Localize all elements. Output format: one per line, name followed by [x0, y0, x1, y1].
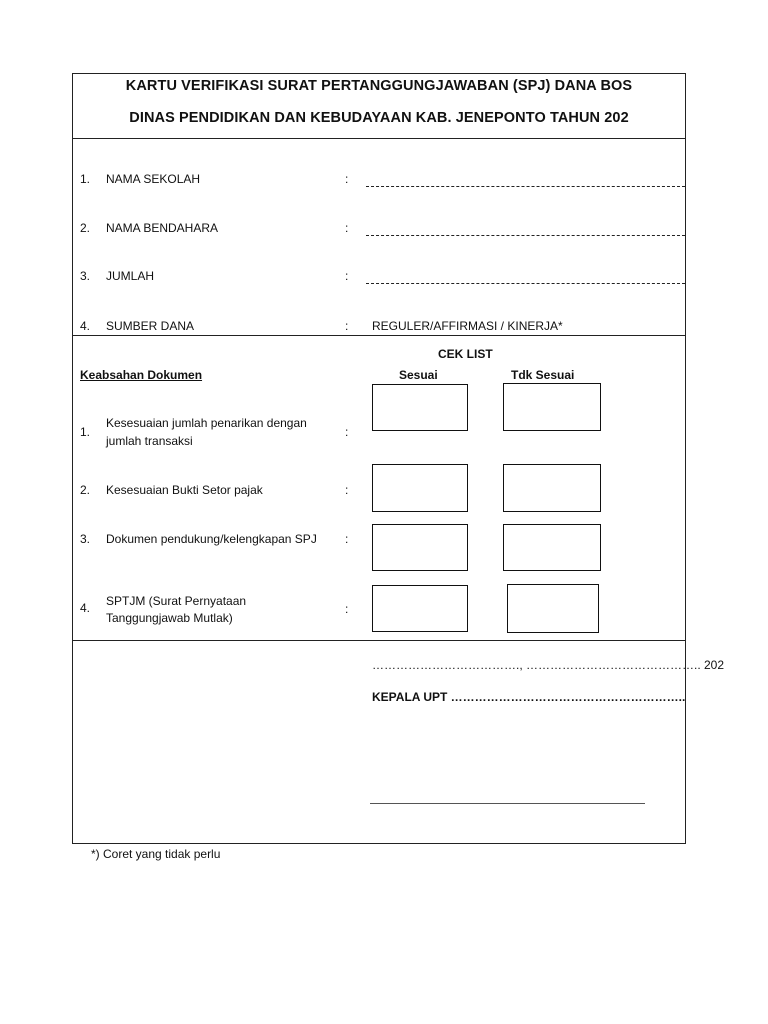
divider	[73, 335, 685, 336]
keabsahan-dokumen-label: Keabsahan Dokumen	[80, 368, 203, 382]
row-label: JUMLAH	[106, 269, 155, 283]
sesuai-checkbox[interactable]	[372, 524, 468, 571]
divider	[73, 640, 685, 641]
item-label: Kesesuaian jumlah penarikan dengan	[106, 416, 307, 430]
sesuai-checkbox[interactable]	[372, 585, 468, 632]
item-number: 1.	[80, 425, 91, 439]
item-colon: :	[345, 602, 349, 616]
item-number: 3.	[80, 532, 91, 546]
row-colon: :	[345, 269, 349, 283]
item-label-line2: jumlah transaksi	[106, 434, 193, 448]
footnote: *) Coret yang tidak perlu	[91, 847, 221, 861]
place-date-line[interactable]: ………………………………., …………………………………….. 202	[372, 658, 725, 672]
row-number: 4.	[80, 319, 91, 333]
item-colon: :	[345, 483, 349, 497]
sesuai-checkbox[interactable]	[372, 464, 468, 512]
row-colon: :	[345, 172, 349, 186]
row-label: SUMBER DANA	[106, 319, 195, 333]
card-title: KARTU VERIFIKASI SURAT PERTANGGUNGJAWABAN (SPJ) DANA BOS	[125, 78, 633, 94]
sesuai-checkbox[interactable]	[372, 384, 468, 431]
jumlah-field[interactable]	[366, 283, 685, 284]
card-subtitle: DINAS PENDIDIKAN DAN KEBUDAYAAN KAB. JENEPONTO TAHUN 202	[129, 110, 629, 126]
item-colon: :	[345, 425, 349, 439]
verification-card	[72, 73, 725, 844]
row-number: 2.	[80, 221, 91, 235]
row-number: 3.	[80, 269, 91, 283]
row-number: 1.	[80, 172, 91, 186]
kepala-upt-label: KEPALA UPT …………………………………………………..	[372, 690, 686, 704]
item-colon: :	[345, 532, 349, 546]
column-tdk-sesuai: Tdk Sesuai	[511, 368, 575, 382]
item-label: Dokumen pendukung/kelengkapan SPJ	[106, 532, 317, 546]
sumber-dana-value[interactable]: REGULER/AFFIRMASI / KINERJA*	[372, 319, 563, 333]
signature-line[interactable]	[370, 803, 645, 804]
row-colon: :	[345, 319, 349, 333]
cek-list-header: CEK LIST	[438, 347, 493, 361]
item-number: 2.	[80, 483, 91, 497]
divider	[73, 138, 685, 139]
row-colon: :	[345, 221, 349, 235]
tdk-sesuai-checkbox[interactable]	[503, 383, 601, 431]
nama-sekolah-field[interactable]	[366, 186, 685, 187]
tdk-sesuai-checkbox[interactable]	[507, 584, 599, 633]
row-label: NAMA SEKOLAH	[106, 172, 201, 186]
item-label: Kesesuaian Bukti Setor pajak	[106, 483, 263, 497]
item-label: SPTJM (Surat Pernyataan	[106, 594, 247, 608]
tdk-sesuai-checkbox[interactable]	[503, 464, 601, 512]
nama-bendahara-field[interactable]	[366, 235, 685, 236]
row-label: NAMA BENDAHARA	[106, 221, 219, 235]
column-sesuai: Sesuai	[399, 368, 438, 382]
item-number: 4.	[80, 601, 91, 615]
item-label-line2: Tanggungjawab Mutlak)	[106, 611, 233, 625]
tdk-sesuai-checkbox[interactable]	[503, 524, 601, 571]
